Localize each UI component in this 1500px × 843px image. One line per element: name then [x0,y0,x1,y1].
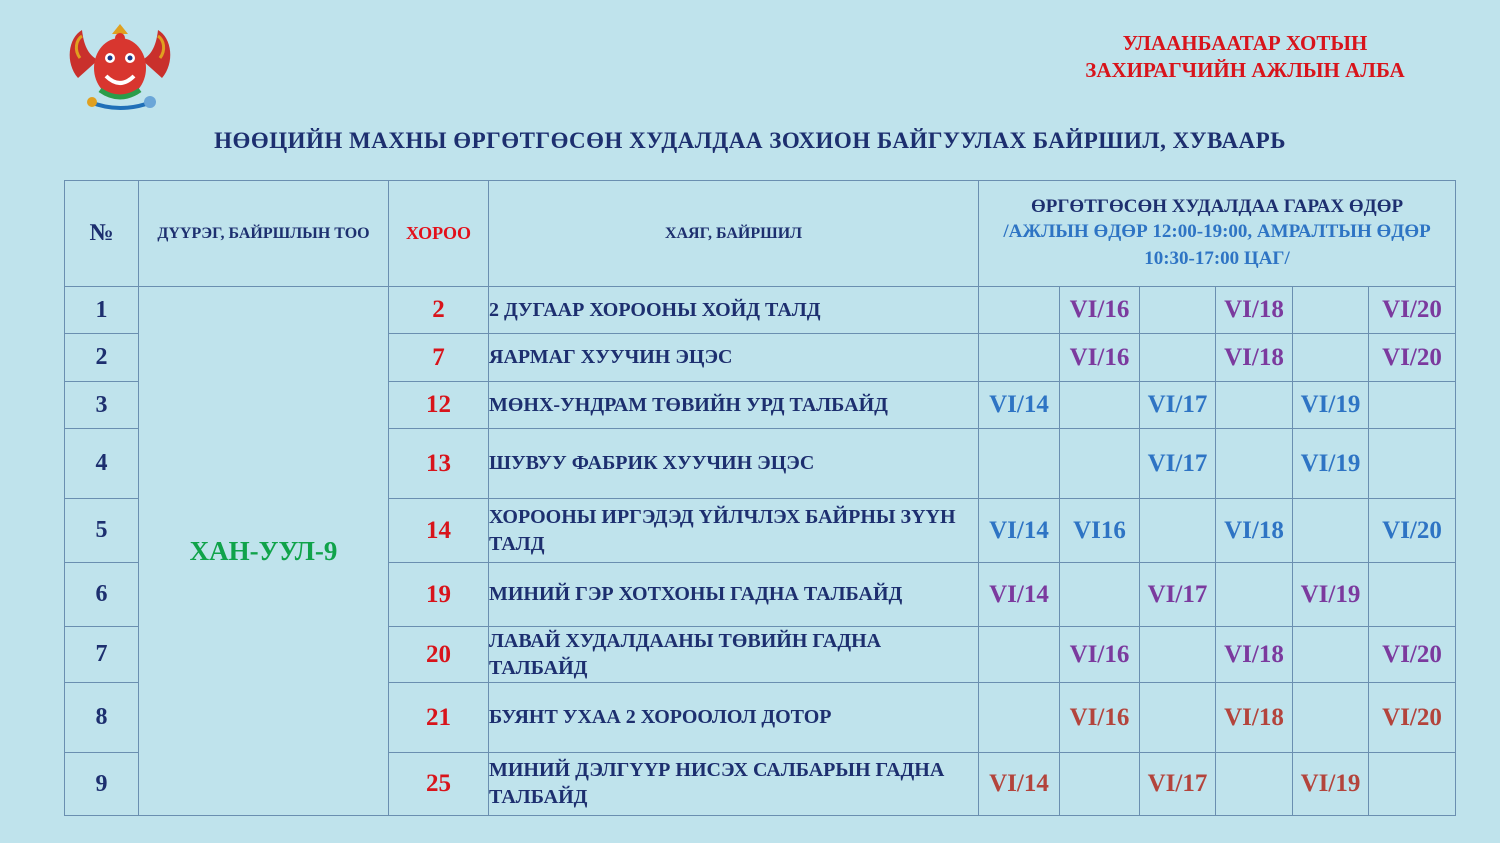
row-number: 1 [65,287,139,334]
date-cell: VI/20 [1369,334,1456,382]
date-cell: VI/18 [1216,499,1293,563]
schedule-table [64,180,1456,816]
date-cell [1293,287,1369,334]
khoroo-cell: 12 [389,382,489,429]
date-cell: VI/16 [1060,627,1140,683]
organization-name [1040,30,1450,84]
date-cell: VI/20 [1369,287,1456,334]
khoroo-cell: 13 [389,429,489,499]
khoroo-cell: 7 [389,334,489,382]
header-district: ДҮҮРЭГ, БАЙРШЛЫН ТОО [139,181,389,287]
date-cell [1216,429,1293,499]
address-cell: ХОРООНЫ ИРГЭДЭД ҮЙЛЧЛЭХ БАЙРНЫ ЗҮҮН ТАЛД [489,499,979,563]
khoroo-cell: 14 [389,499,489,563]
date-cell: VI/19 [1293,563,1369,627]
date-cell: VI/19 [1293,753,1369,816]
date-cell: VI/20 [1369,683,1456,753]
khoroo-cell: 19 [389,563,489,627]
date-cell [979,287,1060,334]
header-dates [979,181,1456,287]
date-cell [979,429,1060,499]
date-cell [1216,382,1293,429]
address-cell: БУЯНТ УХАА 2 ХОРООЛОЛ ДОТОР [489,683,979,753]
city-emblem-icon [60,18,180,118]
org-line-1: УЛААНБААТАР ХОТЫН [1122,31,1368,55]
date-cell [1369,429,1456,499]
date-cell [1060,429,1140,499]
date-cell [1293,334,1369,382]
header-dates-hours: /АЖЛЫН ӨДӨР 12:00-19:00, АМРАЛТЫН ӨДӨР 10:30-17:00 ЦАГ/ [1003,220,1431,269]
khoroo-cell: 21 [389,683,489,753]
address-cell: МИНИЙ ГЭР ХОТХОНЫ ГАДНА ТАЛБАЙД [489,563,979,627]
table-row [65,287,1456,334]
date-cell [1369,382,1456,429]
header-address: ХАЯГ, БАЙРШИЛ [489,181,979,287]
date-cell: VI/18 [1216,287,1293,334]
address-cell: 2 ДУГААР ХОРООНЫ ХОЙД ТАЛД [489,287,979,334]
date-cell [1060,563,1140,627]
date-cell: VI/18 [1216,334,1293,382]
address-cell: МӨНХ-УНДРАМ ТӨВИЙН УРД ТАЛБАЙД [489,382,979,429]
date-cell [1140,334,1216,382]
row-number: 5 [65,499,139,563]
date-cell: VI/20 [1369,499,1456,563]
date-cell: VI/20 [1369,627,1456,683]
date-cell [1293,683,1369,753]
date-cell [1140,627,1216,683]
date-cell: VI/17 [1140,563,1216,627]
date-cell [1216,753,1293,816]
row-number: 7 [65,627,139,683]
date-cell: VI/14 [979,382,1060,429]
date-cell: VI/19 [1293,429,1369,499]
row-number: 8 [65,683,139,753]
date-cell [1060,753,1140,816]
header-khoroo: ХОРОО [389,181,489,287]
table-header-row [65,181,1456,287]
date-cell [979,683,1060,753]
row-number: 6 [65,563,139,627]
row-number: 2 [65,334,139,382]
date-cell [1060,382,1140,429]
address-cell: ШУВУУ ФАБРИК ХУУЧИН ЭЦЭС [489,429,979,499]
date-cell: VI/16 [1060,287,1140,334]
date-cell: VI/17 [1140,382,1216,429]
date-cell [1369,563,1456,627]
header-number: № [65,181,139,287]
date-cell [1140,683,1216,753]
page-title: НӨӨЦИЙН МАХНЫ ӨРГӨТГӨСӨН ХУДАЛДАА ЗОХИОН БАЙГУУЛАХ БАЙРШИЛ, ХУВААРЬ [214,128,1286,153]
date-cell [979,627,1060,683]
khoroo-cell: 25 [389,753,489,816]
date-cell [979,334,1060,382]
date-cell [1293,627,1369,683]
date-cell [1140,287,1216,334]
date-cell: VI/16 [1060,334,1140,382]
date-cell: VI/17 [1140,753,1216,816]
address-cell: ЛАВАЙ ХУДАЛДААНЫ ТӨВИЙН ГАДНА ТАЛБАЙД [489,627,979,683]
row-number: 9 [65,753,139,816]
date-cell [1293,499,1369,563]
date-cell [1216,563,1293,627]
address-cell: ЯАРМАГ ХУУЧИН ЭЦЭС [489,334,979,382]
date-cell: VI/14 [979,753,1060,816]
header-dates-title: ӨРГӨТГӨСӨН ХУДАЛДАА ГАРАХ ӨДӨР [1030,195,1404,217]
date-cell: VI/17 [1140,429,1216,499]
date-cell: VI/14 [979,499,1060,563]
row-number: 3 [65,382,139,429]
date-cell: VI/19 [1293,382,1369,429]
date-cell: VI/18 [1216,683,1293,753]
date-cell [1140,499,1216,563]
khoroo-cell: 2 [389,287,489,334]
date-cell [1369,753,1456,816]
row-number: 4 [65,429,139,499]
date-cell: VI/16 [1060,683,1140,753]
org-line-2: ЗАХИРАГЧИЙН АЖЛЫН АЛБА [1085,58,1405,82]
district-cell: ХАН-УУЛ-9 [139,287,389,816]
address-cell: МИНИЙ ДЭЛГҮҮР НИСЭХ САЛБАРЫН ГАДНА ТАЛБАЙД [489,753,979,816]
date-cell: VI/14 [979,563,1060,627]
date-cell: VI16 [1060,499,1140,563]
date-cell: VI/18 [1216,627,1293,683]
khoroo-cell: 20 [389,627,489,683]
